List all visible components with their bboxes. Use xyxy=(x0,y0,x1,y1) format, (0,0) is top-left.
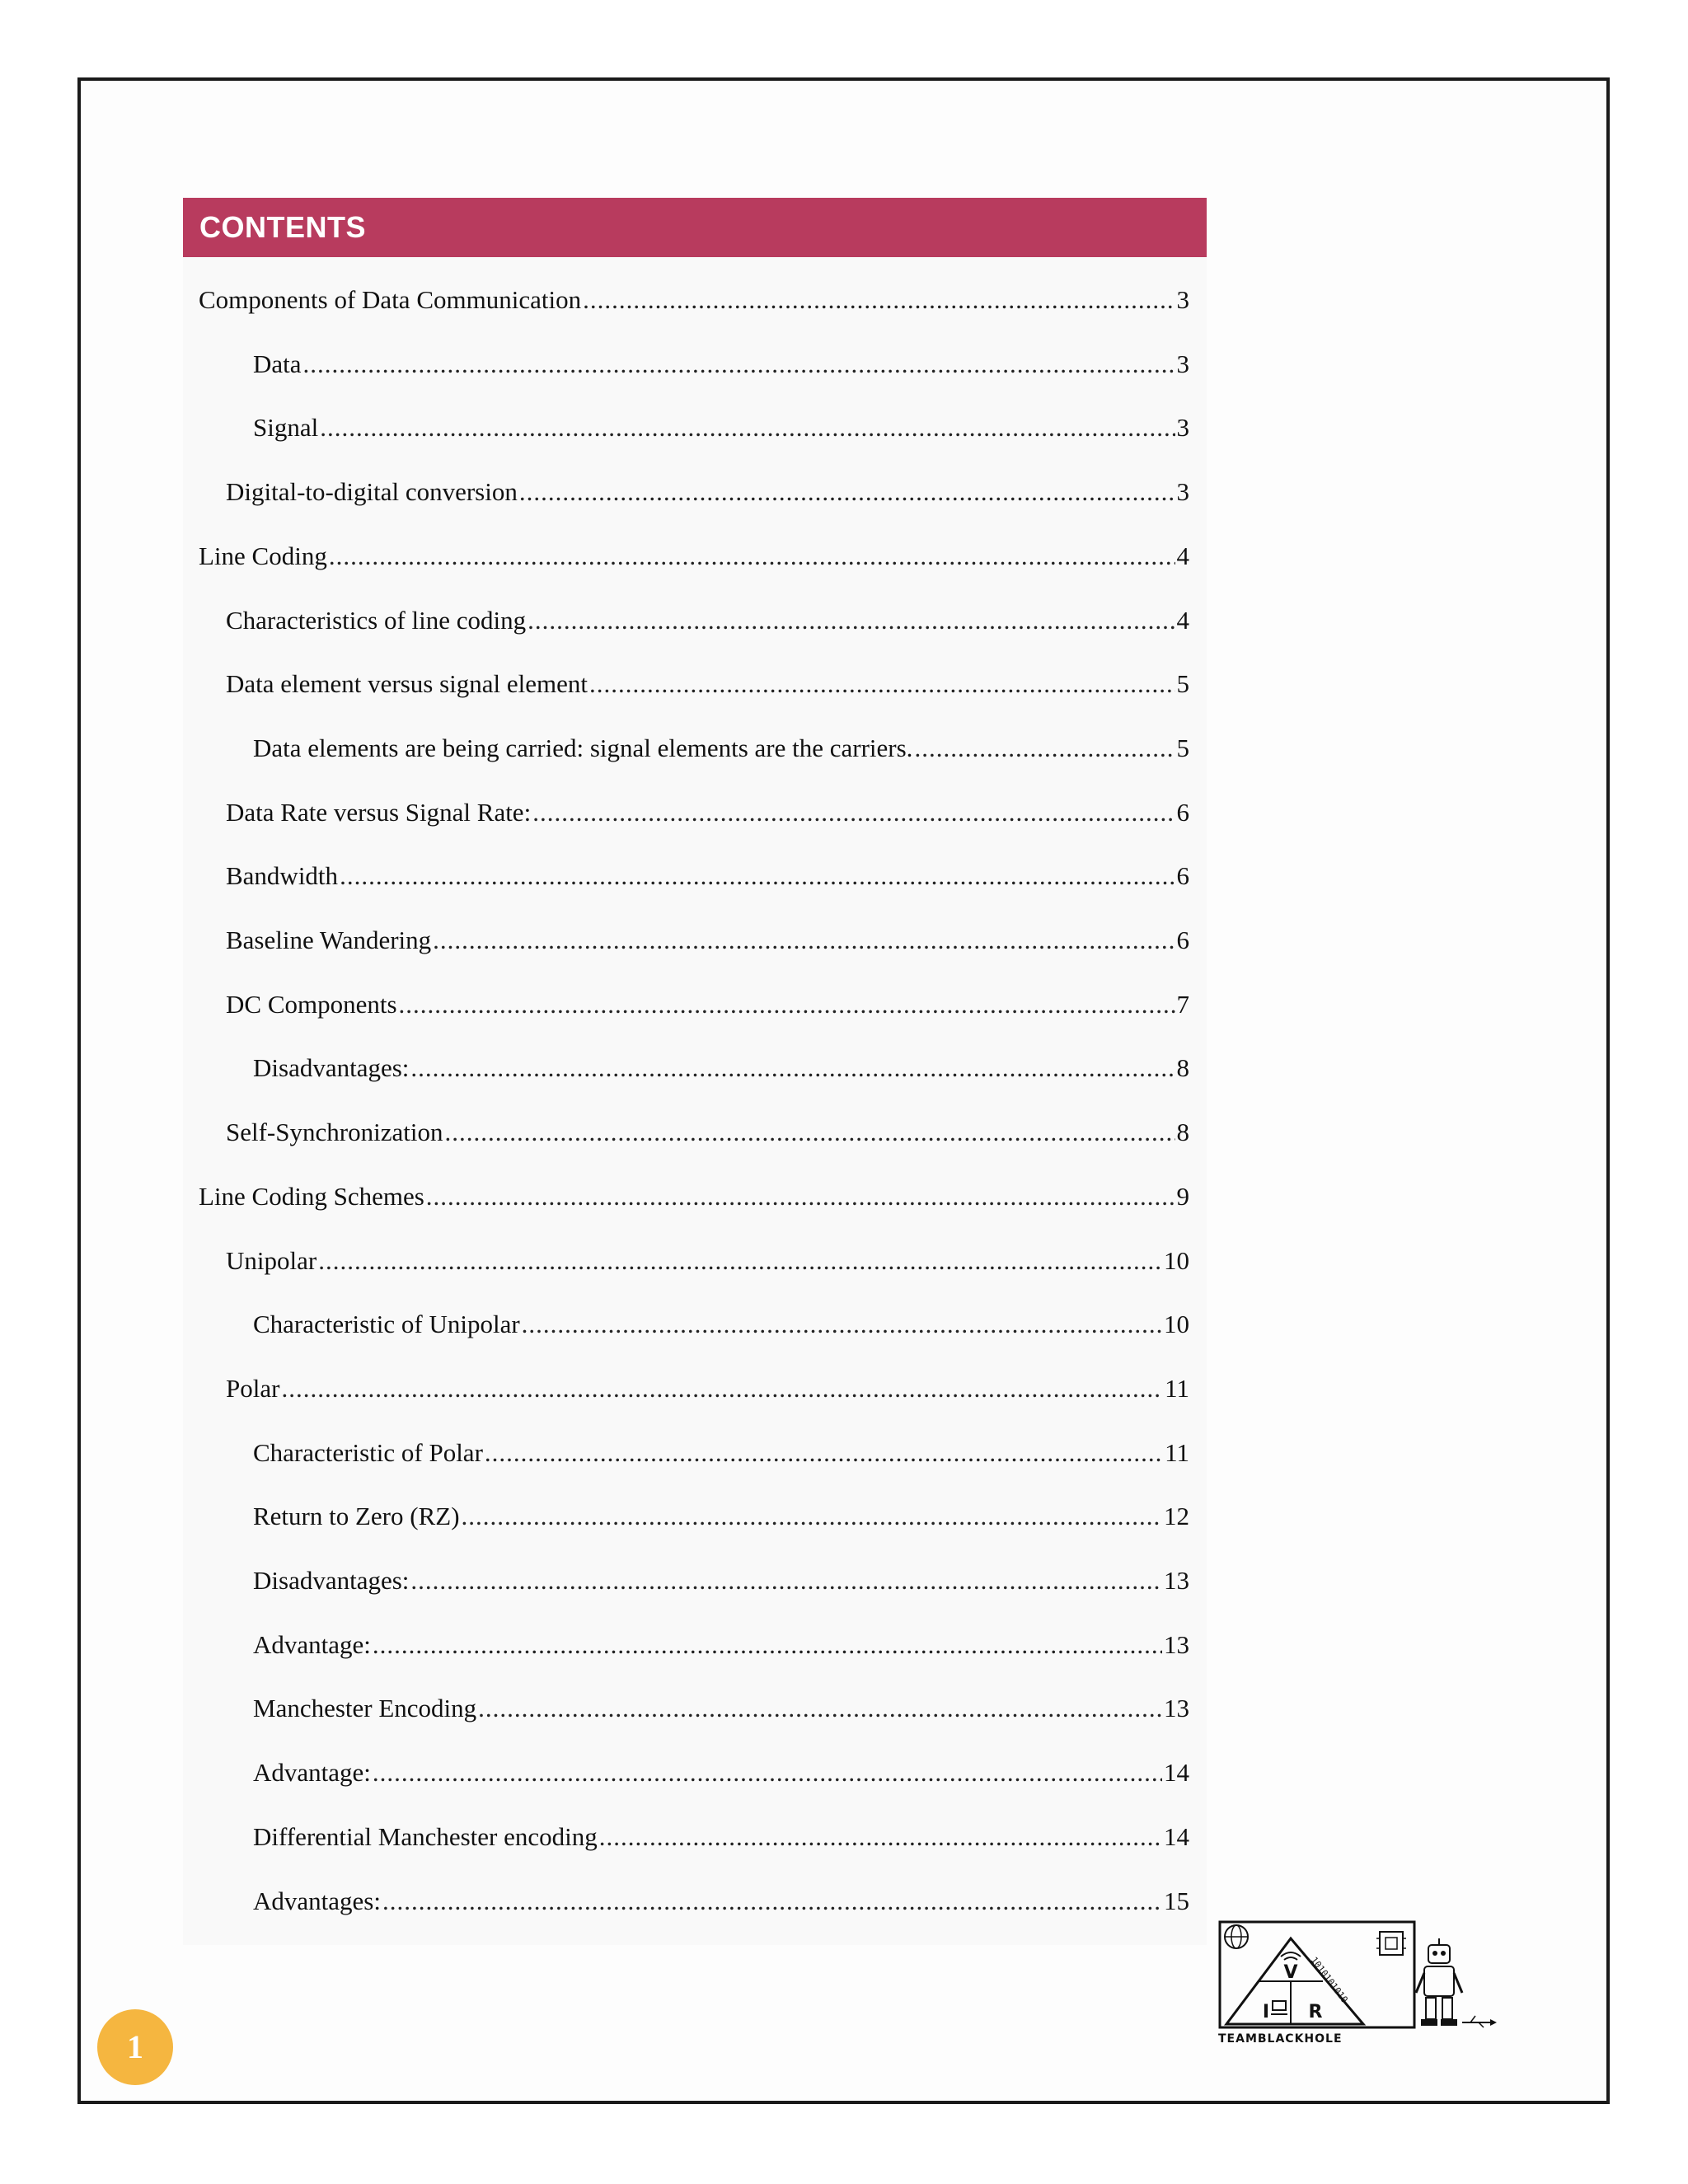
toc-entry[interactable] xyxy=(226,924,1189,957)
toc-dot-leader xyxy=(329,540,1175,573)
toc-entry-page: 9 xyxy=(1176,1182,1189,1211)
toc-entry[interactable] xyxy=(226,1244,1189,1277)
toc-dot-leader xyxy=(462,1500,1162,1533)
toc-entry-title: Manchester Encoding xyxy=(253,1694,477,1722)
toc-entry-title: Differential Manchester encoding xyxy=(253,1822,598,1851)
toc-entry[interactable] xyxy=(253,1821,1189,1854)
toc-entry-title: Data xyxy=(253,349,302,378)
toc-entry-title: Unipolar xyxy=(226,1246,317,1275)
toc-entry-title: Advantage: xyxy=(253,1758,371,1787)
toc-entry[interactable] xyxy=(226,860,1189,893)
toc-entry-page: 6 xyxy=(1176,798,1189,827)
logo-letter-v: V xyxy=(1283,1962,1298,1983)
toc-dot-leader xyxy=(485,1436,1163,1469)
toc-entry-title: Signal xyxy=(253,413,319,442)
toc-dot-leader xyxy=(340,860,1175,893)
toc-entry-title: Line Coding xyxy=(199,541,327,570)
toc-dot-leader xyxy=(433,924,1175,957)
toc-entry-title: Data Rate versus Signal Rate: xyxy=(226,798,532,827)
toc-entry-page: 10 xyxy=(1164,1246,1189,1275)
toc-entry[interactable] xyxy=(199,1180,1189,1213)
computer-icon xyxy=(1271,2001,1287,2014)
toc-entry-page: 12 xyxy=(1164,1502,1189,1530)
toc-entry[interactable] xyxy=(253,1692,1189,1725)
toc-entry-page: 3 xyxy=(1176,477,1189,506)
toc-entry[interactable] xyxy=(253,1629,1189,1661)
toc-dot-leader xyxy=(519,476,1175,509)
toc-dot-leader xyxy=(444,1116,1175,1149)
toc-entry[interactable] xyxy=(226,476,1189,509)
toc-entry-page: 3 xyxy=(1176,413,1189,442)
toc-dot-leader xyxy=(410,1052,1175,1085)
toc-entry[interactable] xyxy=(199,540,1189,573)
team-logo-text: TEAMBLACKHOLE xyxy=(1218,2032,1343,2046)
logo-letter-r: R xyxy=(1308,2002,1323,2022)
logo-binary-text: 1010101010 xyxy=(1308,1954,1350,2005)
toc-dot-leader xyxy=(373,1629,1162,1661)
toc-dot-leader xyxy=(303,348,1175,381)
page-number-badge: 1 xyxy=(97,2009,173,2085)
toc-dot-leader xyxy=(373,1756,1162,1789)
toc-dot-leader xyxy=(478,1692,1162,1725)
toc-entry-page: 11 xyxy=(1165,1374,1189,1403)
wifi-icon xyxy=(1281,1952,1301,1960)
toc-entry[interactable] xyxy=(226,1372,1189,1405)
toc-dot-leader xyxy=(281,1372,1163,1405)
toc-entry[interactable] xyxy=(253,732,1189,765)
toc-entry[interactable] xyxy=(253,1052,1189,1085)
toc-entry[interactable] xyxy=(226,1116,1189,1149)
toc-entry[interactable] xyxy=(253,348,1189,381)
toc-dot-leader xyxy=(318,1244,1162,1277)
toc-dot-leader xyxy=(583,284,1175,316)
toc-entry-page: 13 xyxy=(1164,1694,1189,1722)
toc-entry-title: Disadvantages: xyxy=(253,1053,410,1082)
toc-entry-title: Data element versus signal element xyxy=(226,669,588,698)
logo-letter-i: I xyxy=(1262,2002,1270,2022)
toc-entry[interactable] xyxy=(253,1500,1189,1533)
toc-entry-title: Characteristics of line coding xyxy=(226,606,527,635)
toc-dot-leader xyxy=(410,1564,1162,1597)
toc-entry[interactable] xyxy=(226,796,1189,829)
globe-icon xyxy=(1225,1925,1248,1948)
toc-entry[interactable] xyxy=(253,1756,1189,1789)
toc-entry[interactable] xyxy=(226,988,1189,1021)
toc-entry-page: 8 xyxy=(1176,1053,1189,1082)
toc-entry-page: 7 xyxy=(1176,990,1189,1019)
toc-entry-page: 14 xyxy=(1164,1822,1189,1851)
toc-entry-page: 4 xyxy=(1176,541,1189,570)
usb-icon xyxy=(1462,2016,1497,2027)
toc-dot-leader xyxy=(382,1885,1162,1918)
toc-entry-title: Advantages: xyxy=(253,1886,381,1915)
toc-entry-title: Polar xyxy=(226,1374,280,1403)
toc-entry-page: 3 xyxy=(1176,285,1189,314)
toc-dot-leader xyxy=(320,411,1175,444)
toc-entry-title: Digital-to-digital conversion xyxy=(226,477,518,506)
toc-entry-title: Advantage: xyxy=(253,1630,371,1659)
toc-entry-page: 11 xyxy=(1165,1438,1189,1467)
toc-entry-page: 6 xyxy=(1176,861,1189,890)
toc-dot-leader xyxy=(528,604,1175,637)
toc-entry[interactable] xyxy=(253,1308,1189,1341)
toc-entry-page: 13 xyxy=(1164,1630,1189,1659)
toc-dot-leader xyxy=(399,988,1175,1021)
toc-entry[interactable] xyxy=(253,1885,1189,1918)
toc-entry-title: Self-Synchronization xyxy=(226,1118,443,1146)
toc-dot-leader xyxy=(522,1308,1162,1341)
toc-entry-title: Components of Data Communication xyxy=(199,285,582,314)
toc-entry-page: 5 xyxy=(1176,733,1189,762)
toc-entry[interactable] xyxy=(253,1564,1189,1597)
toc-entry-page: 10 xyxy=(1164,1310,1189,1338)
robot-icon xyxy=(1416,1938,1462,2026)
toc-dot-leader xyxy=(589,668,1175,701)
toc-entry-page: 14 xyxy=(1164,1758,1189,1787)
toc-entry-title: Bandwidth xyxy=(226,861,339,890)
toc-entry[interactable] xyxy=(226,668,1189,701)
toc-entry-page: 8 xyxy=(1176,1118,1189,1146)
toc-entry-title: Return to Zero (RZ) xyxy=(253,1502,460,1530)
toc-entry[interactable] xyxy=(253,411,1189,444)
toc-dot-leader xyxy=(914,732,1175,765)
toc-dot-leader xyxy=(532,796,1175,829)
toc-dot-leader xyxy=(426,1180,1175,1213)
toc-entry-title: Characteristic of Polar xyxy=(253,1438,483,1467)
toc-entry-page: 5 xyxy=(1176,669,1189,698)
toc-entry[interactable] xyxy=(199,284,1189,316)
toc-entry-page: 4 xyxy=(1176,606,1189,635)
toc-entry-page: 3 xyxy=(1176,349,1189,378)
toc-entry-page: 13 xyxy=(1164,1566,1189,1595)
toc-entry-title: DC Components xyxy=(226,990,397,1019)
toc-entry-title: Characteristic of Unipolar xyxy=(253,1310,520,1338)
toc-entry[interactable] xyxy=(253,1436,1189,1469)
toc-entry-title: Line Coding Schemes xyxy=(199,1182,424,1211)
toc-entry-title: Baseline Wandering xyxy=(226,926,432,954)
toc-entry-page: 15 xyxy=(1164,1886,1189,1915)
toc-entry-title: Data elements are being carried: signal elements are the carriers. xyxy=(253,733,913,762)
toc-entry[interactable] xyxy=(226,604,1189,637)
contents-heading: CONTENTS xyxy=(183,198,1207,257)
chip-icon xyxy=(1376,1932,1406,1955)
toc-entry-page: 6 xyxy=(1176,926,1189,954)
toc-dot-leader xyxy=(599,1821,1162,1854)
toc-entry-title: Disadvantages: xyxy=(253,1566,410,1595)
